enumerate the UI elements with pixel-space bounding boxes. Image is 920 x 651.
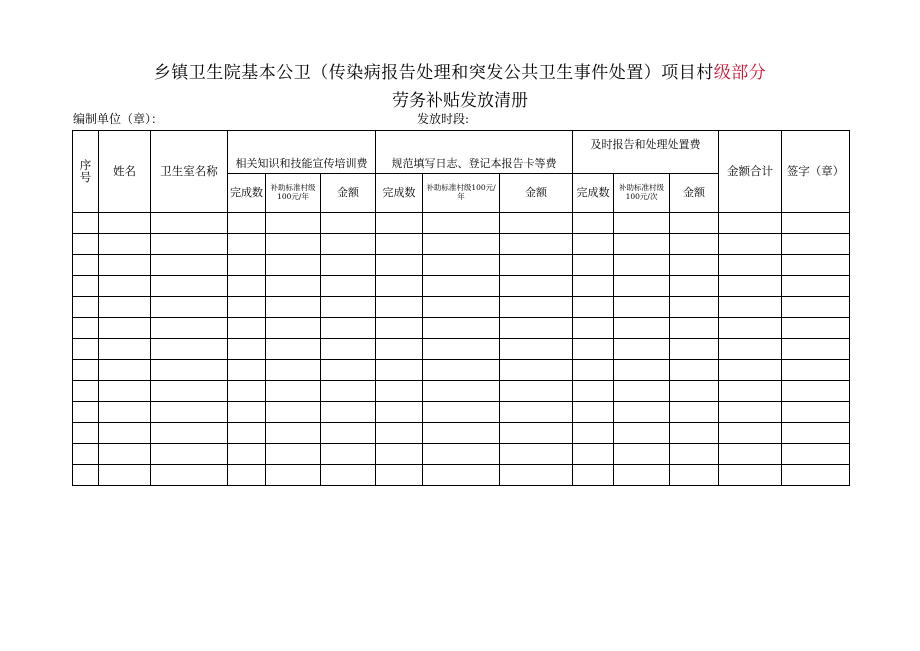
table-cell[interactable] bbox=[423, 318, 500, 339]
table-cell[interactable] bbox=[614, 276, 670, 297]
table-cell[interactable] bbox=[670, 465, 719, 486]
table-cell[interactable] bbox=[614, 444, 670, 465]
header-g3-amount: 金额 bbox=[670, 174, 719, 213]
table-cell[interactable] bbox=[719, 465, 782, 486]
document-title bbox=[0, 58, 920, 83]
table-cell[interactable] bbox=[228, 318, 266, 339]
table-cell[interactable] bbox=[719, 255, 782, 276]
table-cell[interactable] bbox=[321, 297, 376, 318]
table-cell[interactable] bbox=[151, 339, 228, 360]
table-cell[interactable] bbox=[99, 234, 151, 255]
table-cell[interactable] bbox=[573, 465, 614, 486]
table-cell[interactable] bbox=[228, 444, 266, 465]
table-cell[interactable] bbox=[719, 297, 782, 318]
title-red-text: 级部分 bbox=[713, 63, 767, 83]
table-cell[interactable] bbox=[782, 465, 850, 486]
table-cell[interactable] bbox=[73, 297, 99, 318]
table-row bbox=[73, 234, 850, 255]
table-cell[interactable] bbox=[782, 360, 850, 381]
unit-label: 编制单位（章）： bbox=[73, 112, 164, 126]
header-total: 金额合计 bbox=[719, 131, 782, 213]
document-subtitle: 劳务补贴发放清册 bbox=[392, 91, 528, 111]
table-cell[interactable] bbox=[782, 276, 850, 297]
table-cell[interactable] bbox=[573, 234, 614, 255]
table-cell[interactable] bbox=[670, 297, 719, 318]
table-cell[interactable] bbox=[423, 276, 500, 297]
table-cell[interactable] bbox=[266, 255, 321, 276]
table-cell[interactable] bbox=[573, 444, 614, 465]
table-cell[interactable] bbox=[266, 318, 321, 339]
table-cell[interactable] bbox=[321, 444, 376, 465]
table-cell[interactable] bbox=[99, 444, 151, 465]
table-cell[interactable] bbox=[266, 465, 321, 486]
table-cell[interactable] bbox=[614, 255, 670, 276]
table-cell[interactable] bbox=[151, 297, 228, 318]
table-row bbox=[73, 465, 850, 486]
table-cell[interactable] bbox=[719, 339, 782, 360]
table-cell[interactable] bbox=[670, 444, 719, 465]
table-cell[interactable] bbox=[151, 465, 228, 486]
table-cell[interactable] bbox=[500, 255, 573, 276]
table-cell[interactable] bbox=[423, 213, 500, 234]
table-cell[interactable] bbox=[376, 339, 423, 360]
table-cell[interactable] bbox=[573, 318, 614, 339]
table-cell[interactable] bbox=[151, 381, 228, 402]
table-cell[interactable] bbox=[376, 360, 423, 381]
table-cell[interactable] bbox=[73, 381, 99, 402]
table-cell[interactable] bbox=[670, 381, 719, 402]
table-cell[interactable] bbox=[266, 381, 321, 402]
table-cell[interactable] bbox=[614, 213, 670, 234]
table-cell[interactable] bbox=[614, 234, 670, 255]
header-g2-standard: 补助标准村级100元/年 bbox=[423, 174, 500, 213]
table-cell[interactable] bbox=[73, 402, 99, 423]
table-cell[interactable] bbox=[573, 381, 614, 402]
table-cell[interactable] bbox=[321, 360, 376, 381]
table-cell[interactable] bbox=[228, 255, 266, 276]
table-row bbox=[73, 255, 850, 276]
table-cell[interactable] bbox=[423, 339, 500, 360]
table-cell[interactable] bbox=[99, 213, 151, 234]
table-row bbox=[73, 339, 850, 360]
table-cell[interactable] bbox=[151, 444, 228, 465]
table-cell[interactable] bbox=[376, 402, 423, 423]
table-cell[interactable] bbox=[99, 465, 151, 486]
table-row bbox=[73, 360, 850, 381]
table-cell[interactable] bbox=[573, 339, 614, 360]
table-cell[interactable] bbox=[782, 234, 850, 255]
table-cell[interactable] bbox=[151, 234, 228, 255]
header-g2-amount: 金额 bbox=[500, 174, 573, 213]
header-seq: 序号 bbox=[73, 131, 99, 213]
table-cell[interactable] bbox=[500, 360, 573, 381]
table-cell[interactable] bbox=[614, 465, 670, 486]
table-cell[interactable] bbox=[614, 381, 670, 402]
table-cell[interactable] bbox=[719, 444, 782, 465]
table-cell[interactable] bbox=[500, 402, 573, 423]
table-cell[interactable] bbox=[423, 297, 500, 318]
table-cell[interactable] bbox=[782, 255, 850, 276]
table-cell[interactable] bbox=[614, 360, 670, 381]
table-cell[interactable] bbox=[670, 402, 719, 423]
table-cell[interactable] bbox=[99, 381, 151, 402]
table-cell[interactable] bbox=[719, 423, 782, 444]
table-cell[interactable] bbox=[376, 297, 423, 318]
table-cell[interactable] bbox=[614, 339, 670, 360]
table-cell[interactable] bbox=[321, 402, 376, 423]
table-cell[interactable] bbox=[719, 360, 782, 381]
table-cell[interactable] bbox=[266, 444, 321, 465]
table-row bbox=[73, 297, 850, 318]
table-cell[interactable] bbox=[719, 276, 782, 297]
table-cell[interactable] bbox=[670, 339, 719, 360]
table-cell[interactable] bbox=[423, 381, 500, 402]
table-cell[interactable] bbox=[228, 234, 266, 255]
table-cell[interactable] bbox=[500, 234, 573, 255]
table-cell[interactable] bbox=[614, 423, 670, 444]
table-cell[interactable] bbox=[500, 381, 573, 402]
table-cell[interactable] bbox=[321, 339, 376, 360]
table-row bbox=[73, 318, 850, 339]
table-cell[interactable] bbox=[151, 255, 228, 276]
table-row bbox=[73, 276, 850, 297]
subsidy-table bbox=[72, 130, 850, 486]
table-cell[interactable] bbox=[73, 255, 99, 276]
table-row bbox=[73, 423, 850, 444]
table-cell[interactable] bbox=[423, 360, 500, 381]
table-cell[interactable] bbox=[782, 339, 850, 360]
table-cell[interactable] bbox=[782, 318, 850, 339]
table-cell[interactable] bbox=[719, 381, 782, 402]
header-group-reporting: 及时报告和处理处置费 bbox=[573, 131, 719, 174]
table-cell[interactable] bbox=[99, 255, 151, 276]
table-cell[interactable] bbox=[228, 402, 266, 423]
table-cell[interactable] bbox=[614, 402, 670, 423]
table-cell[interactable] bbox=[266, 297, 321, 318]
table-cell[interactable] bbox=[266, 276, 321, 297]
table-cell[interactable] bbox=[500, 276, 573, 297]
header-g1-standard: 补助标准村级100元/年 bbox=[266, 174, 321, 213]
table-cell[interactable] bbox=[782, 297, 850, 318]
table-cell[interactable] bbox=[151, 318, 228, 339]
table-cell[interactable] bbox=[376, 276, 423, 297]
table-cell[interactable] bbox=[99, 402, 151, 423]
table-cell[interactable] bbox=[500, 423, 573, 444]
table-cell[interactable] bbox=[151, 402, 228, 423]
table-row bbox=[73, 213, 850, 234]
period-label: 发放时段: bbox=[417, 112, 470, 126]
header-g3-done: 完成数 bbox=[573, 174, 614, 213]
table-cell[interactable] bbox=[376, 213, 423, 234]
header-name: 姓名 bbox=[99, 131, 151, 213]
header-sign: 签字（章） bbox=[782, 131, 850, 213]
table-cell[interactable] bbox=[321, 465, 376, 486]
table-cell[interactable] bbox=[423, 465, 500, 486]
table-cell[interactable] bbox=[670, 276, 719, 297]
table-cell[interactable] bbox=[500, 318, 573, 339]
table-cell[interactable] bbox=[500, 213, 573, 234]
table-cell[interactable] bbox=[321, 276, 376, 297]
table-row bbox=[73, 402, 850, 423]
table-cell[interactable] bbox=[99, 339, 151, 360]
table-cell[interactable] bbox=[782, 381, 850, 402]
table-cell[interactable] bbox=[321, 318, 376, 339]
table-cell[interactable] bbox=[500, 297, 573, 318]
table-cell[interactable] bbox=[151, 423, 228, 444]
table-cell[interactable] bbox=[782, 423, 850, 444]
header-g3-standard: 补助标准村级100元/次 bbox=[614, 174, 670, 213]
header-g1-amount: 金额 bbox=[321, 174, 376, 213]
table-cell[interactable] bbox=[573, 402, 614, 423]
table-cell[interactable] bbox=[500, 444, 573, 465]
table-cell[interactable] bbox=[500, 465, 573, 486]
table-cell[interactable] bbox=[670, 360, 719, 381]
table-cell[interactable] bbox=[670, 213, 719, 234]
table-cell[interactable] bbox=[670, 234, 719, 255]
table-cell[interactable] bbox=[99, 297, 151, 318]
table-cell[interactable] bbox=[782, 444, 850, 465]
table-cell[interactable] bbox=[573, 276, 614, 297]
table-cell[interactable] bbox=[228, 213, 266, 234]
table-cell[interactable] bbox=[573, 423, 614, 444]
table-cell[interactable] bbox=[376, 444, 423, 465]
table-cell[interactable] bbox=[228, 276, 266, 297]
table-cell[interactable] bbox=[321, 234, 376, 255]
header-group-logging: 规范填写日志、登记本报告卡等费 bbox=[376, 131, 573, 174]
table-cell[interactable] bbox=[228, 423, 266, 444]
table-cell[interactable] bbox=[782, 402, 850, 423]
table-cell[interactable] bbox=[266, 339, 321, 360]
table-cell[interactable] bbox=[228, 297, 266, 318]
table-cell[interactable] bbox=[614, 318, 670, 339]
table-cell[interactable] bbox=[321, 213, 376, 234]
table-cell[interactable] bbox=[228, 381, 266, 402]
table-cell[interactable] bbox=[719, 213, 782, 234]
table-cell[interactable] bbox=[228, 339, 266, 360]
header-row-top bbox=[73, 131, 850, 174]
table-row bbox=[73, 381, 850, 402]
table-cell[interactable] bbox=[573, 255, 614, 276]
table-cell[interactable] bbox=[670, 423, 719, 444]
table-cell[interactable] bbox=[73, 339, 99, 360]
header-group-training: 相关知识和技能宣传培训费 bbox=[228, 131, 376, 174]
table-cell[interactable] bbox=[321, 255, 376, 276]
table-cell[interactable] bbox=[228, 360, 266, 381]
table-cell[interactable] bbox=[423, 234, 500, 255]
table-cell[interactable] bbox=[423, 444, 500, 465]
table-cell[interactable] bbox=[73, 360, 99, 381]
title-main-text: 乡镇卫生院基本公卫（传染病报告处理和突发公共卫生事件处置）项目村 bbox=[153, 63, 714, 83]
table-cell[interactable] bbox=[573, 360, 614, 381]
table-cell[interactable] bbox=[670, 255, 719, 276]
table-cell[interactable] bbox=[151, 213, 228, 234]
table-cell[interactable] bbox=[423, 423, 500, 444]
table-cell[interactable] bbox=[614, 297, 670, 318]
table-cell[interactable] bbox=[151, 360, 228, 381]
table-cell[interactable] bbox=[73, 465, 99, 486]
table-cell[interactable] bbox=[719, 234, 782, 255]
table-cell[interactable] bbox=[376, 381, 423, 402]
table-cell[interactable] bbox=[376, 465, 423, 486]
table-cell[interactable] bbox=[423, 255, 500, 276]
table-cell[interactable] bbox=[321, 423, 376, 444]
table-cell[interactable] bbox=[73, 213, 99, 234]
header-g2-done: 完成数 bbox=[376, 174, 423, 213]
table-cell[interactable] bbox=[573, 213, 614, 234]
table-cell[interactable] bbox=[719, 318, 782, 339]
table-cell[interactable] bbox=[376, 234, 423, 255]
table-cell[interactable] bbox=[376, 255, 423, 276]
table-cell[interactable] bbox=[73, 423, 99, 444]
table-row bbox=[73, 444, 850, 465]
table-cell[interactable] bbox=[376, 318, 423, 339]
table-cell[interactable] bbox=[266, 234, 321, 255]
table-cell[interactable] bbox=[782, 213, 850, 234]
table-cell[interactable] bbox=[73, 444, 99, 465]
table-cell[interactable] bbox=[423, 402, 500, 423]
table-cell[interactable] bbox=[266, 423, 321, 444]
table-cell[interactable] bbox=[719, 402, 782, 423]
table-cell[interactable] bbox=[321, 381, 376, 402]
table-cell[interactable] bbox=[228, 465, 266, 486]
table-cell[interactable] bbox=[573, 297, 614, 318]
table-cell[interactable] bbox=[73, 234, 99, 255]
table-cell[interactable] bbox=[99, 276, 151, 297]
table-cell[interactable] bbox=[500, 339, 573, 360]
table-cell[interactable] bbox=[266, 360, 321, 381]
table-cell[interactable] bbox=[99, 318, 151, 339]
table-cell[interactable] bbox=[99, 423, 151, 444]
header-g1-done: 完成数 bbox=[228, 174, 266, 213]
table-cell[interactable] bbox=[99, 360, 151, 381]
table-cell[interactable] bbox=[376, 423, 423, 444]
table-cell[interactable] bbox=[670, 318, 719, 339]
table-cell[interactable] bbox=[266, 402, 321, 423]
table-cell[interactable] bbox=[73, 276, 99, 297]
header-clinic: 卫生室名称 bbox=[151, 131, 228, 213]
table-cell[interactable] bbox=[266, 213, 321, 234]
table-cell[interactable] bbox=[151, 276, 228, 297]
table-cell[interactable] bbox=[73, 318, 99, 339]
